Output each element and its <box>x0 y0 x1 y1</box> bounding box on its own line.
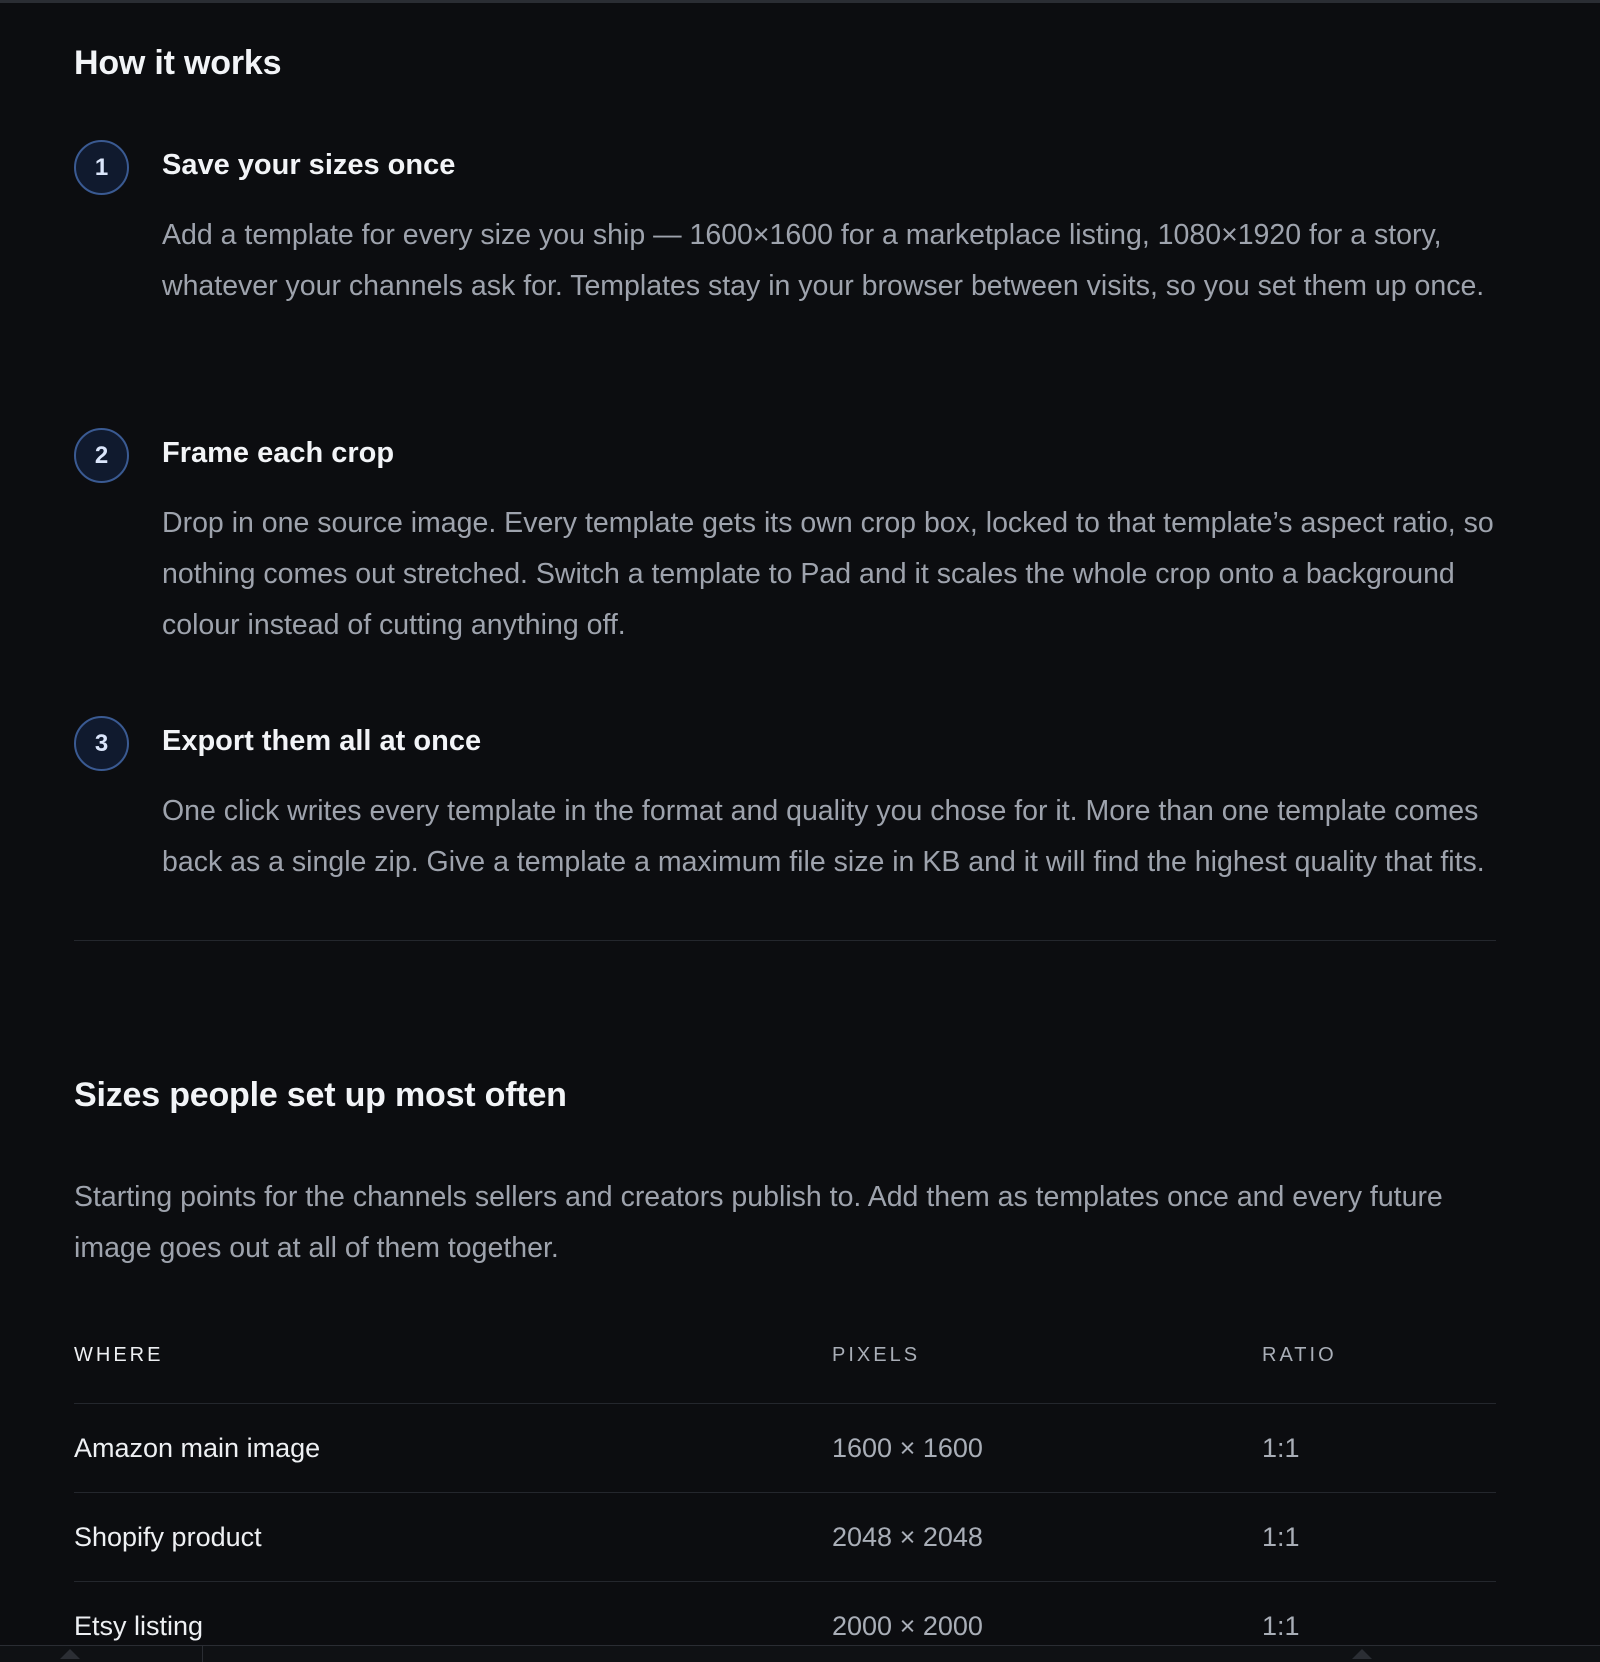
sizes-section-title: Sizes people set up most often <box>74 1076 567 1114</box>
table-row <box>74 1493 1496 1582</box>
column-header-where: WHERE <box>74 1344 164 1366</box>
step-number-badge: 1 <box>74 140 129 195</box>
cell-pixels: 2048 × 2048 <box>832 1522 983 1552</box>
step-description: Add a template for every size you ship — 1600×1600 for a marketplace listing, 1080×1920 for a story, whatever your channels ask for. Templates stay in your browser between visits, so you set them up once. <box>162 219 1485 302</box>
cell-where: Etsy listing <box>74 1611 204 1641</box>
table-row <box>74 1404 1496 1493</box>
bottom-scroll-bar[interactable] <box>0 1645 1600 1662</box>
cell-ratio: 1:1 <box>1262 1611 1300 1641</box>
step-title: Export them all at once <box>162 725 482 757</box>
cell-pixels: 2000 × 2000 <box>832 1611 983 1641</box>
cell-ratio: 1:1 <box>1262 1433 1300 1463</box>
step-number-badge: 3 <box>74 716 129 771</box>
sizes-table <box>74 1340 1496 1662</box>
cell-ratio: 1:1 <box>1262 1522 1300 1552</box>
column-header-ratio: RATIO <box>1262 1344 1337 1366</box>
step-description: Drop in one source image. Every template gets its own crop box, locked to that template’s aspect ratio, so nothing comes out stretched. Switch a template to Pad and it scales the whole crop onto a background colour instead of cutting anything off. <box>162 507 1494 641</box>
step-description: One click writes every template in the format and quality you chose for it. More than one template comes back as a single zip. Give a template a maximum file size in KB and it will find the highest quality that fits. <box>162 795 1485 878</box>
bar-separator <box>202 1646 203 1662</box>
scroll-left-arrow-icon[interactable] <box>60 1649 80 1659</box>
step-number-badge: 2 <box>74 428 129 483</box>
step-title: Save your sizes once <box>162 149 456 181</box>
scroll-right-arrow-icon[interactable] <box>1352 1649 1372 1659</box>
table-header-row <box>74 1340 1496 1404</box>
column-header-pixels: PIXELS <box>832 1344 921 1366</box>
top-border <box>0 0 1600 3</box>
step-title: Frame each crop <box>162 437 395 469</box>
sizes-intro-text: Starting points for the channels sellers and creators publish to. Add them as templates once and every future image goes out at all of them together. <box>74 1181 1443 1264</box>
cell-where: Amazon main image <box>74 1433 321 1463</box>
how-it-works-title: How it works <box>74 44 282 82</box>
cell-pixels: 1600 × 1600 <box>832 1433 983 1463</box>
cell-where: Shopify product <box>74 1522 262 1552</box>
section-divider <box>74 940 1496 941</box>
